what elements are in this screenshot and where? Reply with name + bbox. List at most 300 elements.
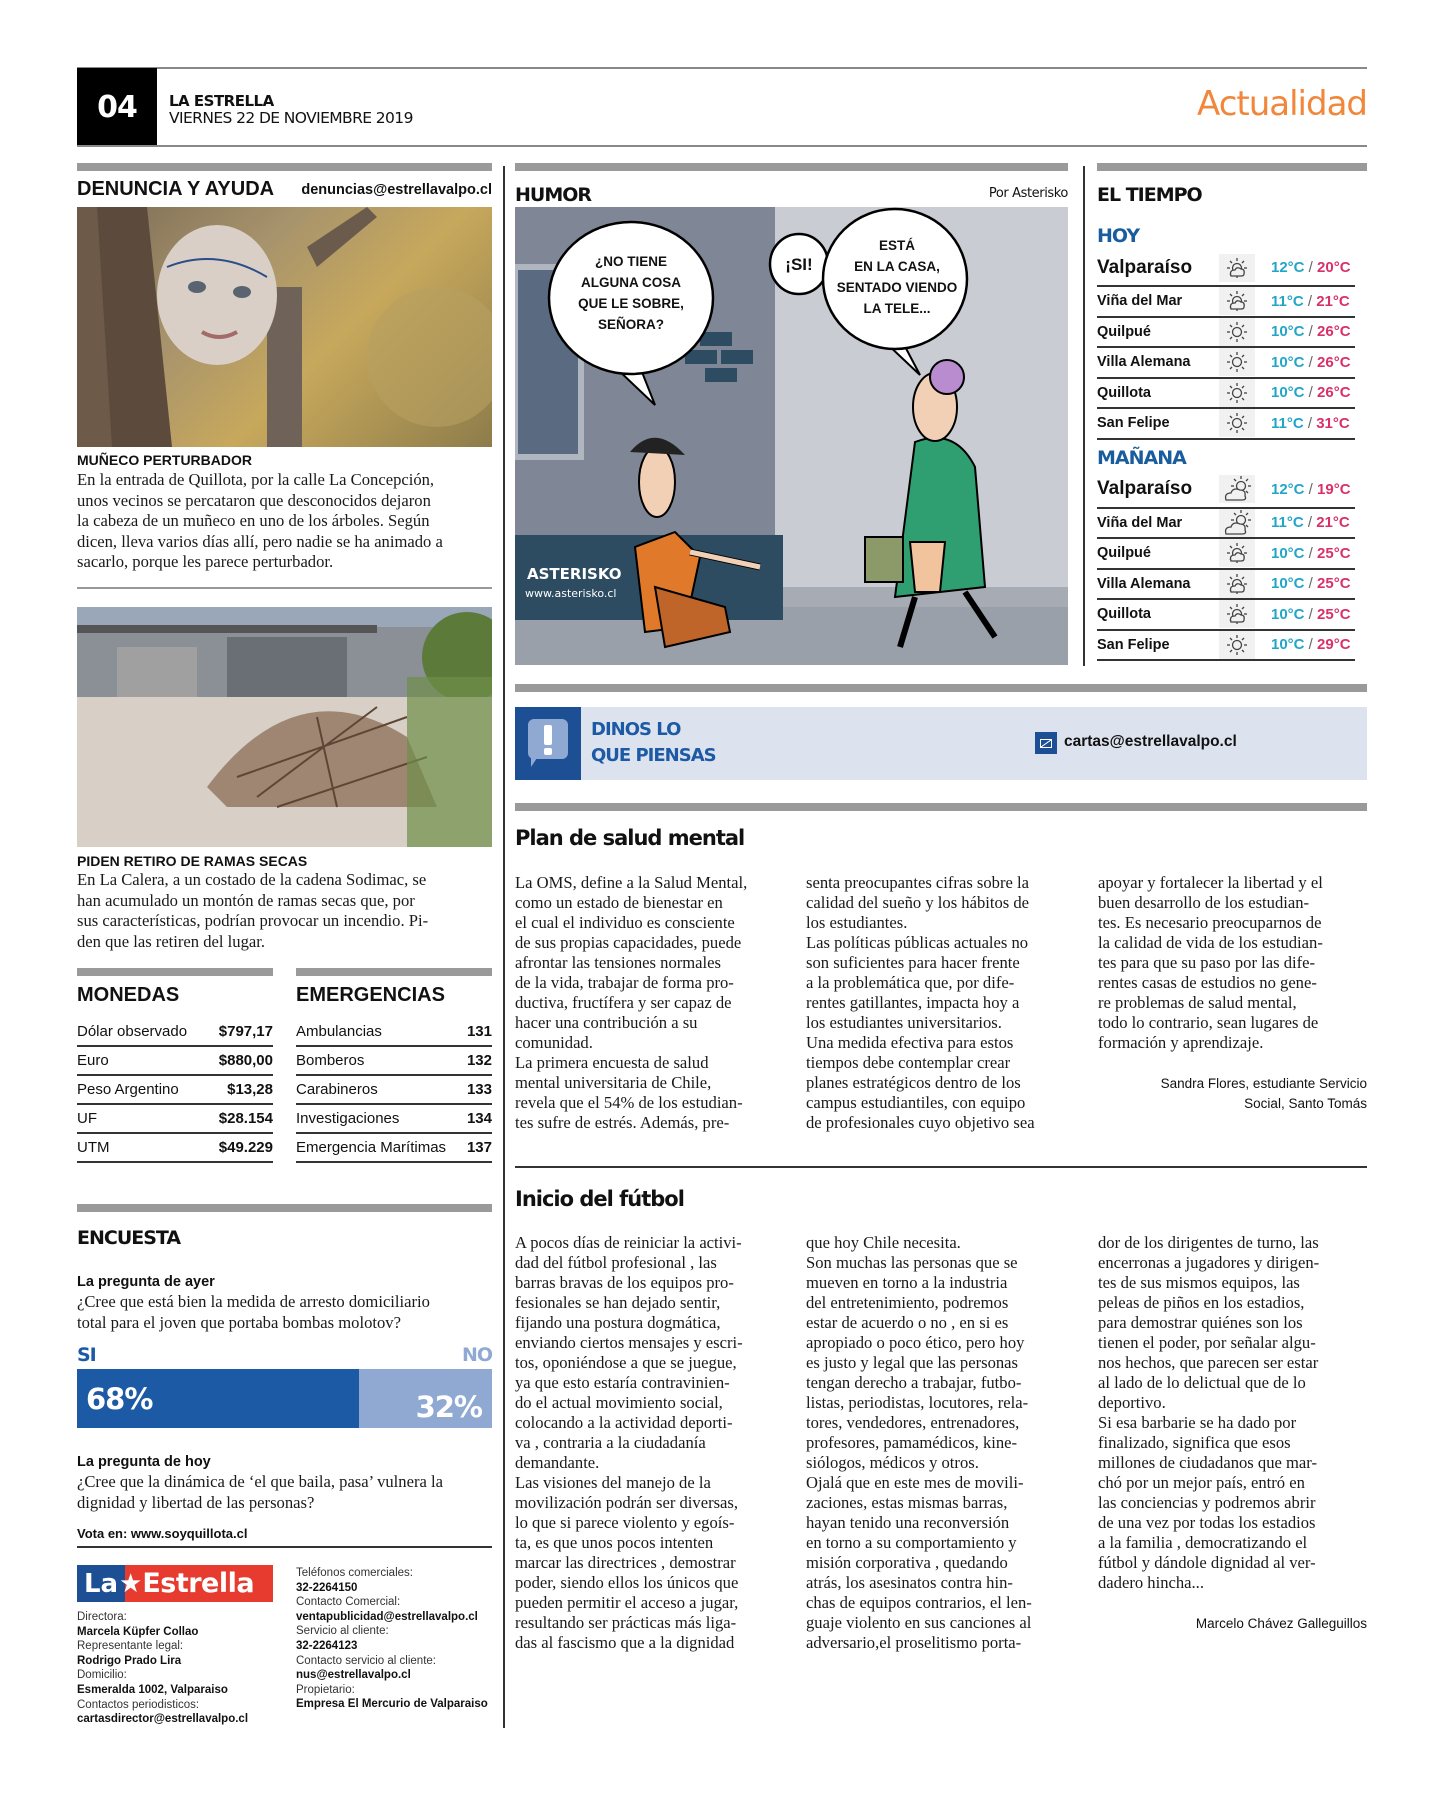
section-bar: [515, 803, 1367, 811]
temp-low: 12°C: [1271, 259, 1305, 276]
text-line: campus estudiantiles, con equipo: [806, 1093, 1026, 1112]
row-value: 133: [466, 1081, 492, 1098]
weather-row: [1097, 631, 1355, 662]
text-line: tores, vendedores, entrenadores,: [806, 1413, 1020, 1432]
city-name: Viña del Mar: [1097, 293, 1183, 310]
poll-yesterday-question: [77, 1292, 430, 1333]
text-line: re problemas de salud mental,: [1098, 993, 1297, 1012]
text-line: tengan derecho a trabajar, futbo-: [806, 1373, 1022, 1392]
temp-separator: /: [1304, 480, 1318, 498]
row-value: $49.229: [218, 1139, 273, 1156]
info-value: Rodrigo Prado Lira: [77, 1654, 182, 1667]
text-line: que hoy Chile necesita.: [806, 1233, 961, 1252]
section-bar: [1097, 163, 1367, 171]
text-line: tes de sus mismos equipos, las: [1098, 1273, 1300, 1292]
row-value: 132: [466, 1052, 492, 1069]
text-line: Una medida efectiva para estos: [806, 1033, 1014, 1052]
bubble-right-line: SENTADO VIENDO: [836, 280, 958, 295]
info-value: ventapublicidad@estrellavalpo.cl: [296, 1610, 478, 1623]
city-name: Quillota: [1097, 606, 1151, 623]
section-title: Actualidad: [1197, 84, 1367, 124]
text-line: En La Calera, a un costado de la cadena Sodimac, se: [77, 870, 427, 889]
row-label: Ambulancias: [296, 1023, 382, 1040]
sun-cloud-icon: [1219, 600, 1255, 628]
text-line: fijando una postura dogmática,: [515, 1313, 721, 1332]
letters-email[interactable]: cartas@estrellavalpo.cl: [1064, 733, 1237, 750]
text-line: profesores, pamamédicos, kine-: [806, 1433, 1018, 1452]
text-line: total para el joven que portaba bombas molotov?: [77, 1312, 401, 1332]
text-line: los estudiantes.: [806, 913, 908, 932]
temp-low: 10°C: [1271, 605, 1305, 623]
section-bar: [515, 163, 1068, 171]
text-line: dor de los dirigentes de turno, las: [1098, 1233, 1319, 1252]
monedas-row: [77, 1105, 273, 1134]
text-line: pueden permitir el acceso a jugar,: [515, 1593, 739, 1612]
comic-illustration: [515, 207, 1068, 665]
monedas-title: MONEDAS: [77, 984, 180, 1006]
info-label: Teléfonos comerciales:: [296, 1567, 413, 1579]
emergencias-row: [296, 1018, 492, 1047]
row-label: Bomberos: [296, 1052, 365, 1069]
temp-low: 10°C: [1271, 323, 1305, 341]
temp-low: 11°C: [1271, 292, 1304, 310]
dinos-banner: [515, 707, 1367, 780]
text-line: sacarlo, porque les parece perturbador.: [77, 552, 334, 571]
row-value: 137: [466, 1139, 492, 1156]
temp-high: 26°C: [1317, 323, 1351, 341]
text-line: enviando ciertos mensajes y escri-: [515, 1333, 743, 1352]
temp-separator: /: [1303, 414, 1317, 432]
city-name: San Felipe: [1097, 636, 1170, 653]
text-line: La OMS, define a la Salud Mental,: [515, 873, 748, 892]
text-line: las conciencias y podremos abrir: [1098, 1493, 1316, 1512]
temp-low: 10°C: [1271, 636, 1305, 654]
dinos-line-2: QUE PIENSAS: [591, 745, 716, 766]
sun-cloud-icon: [1219, 539, 1255, 567]
text-line: marcar las directrices , demostrar: [515, 1553, 736, 1572]
emergencias-row: [296, 1105, 492, 1134]
temp-low: 10°C: [1271, 544, 1305, 562]
text-line: tes. Es necesario preocuparnos de: [1098, 913, 1322, 932]
weather-row: [1097, 472, 1355, 509]
emergencias-row: [296, 1134, 492, 1163]
text-line: del entretenimiento, podremos: [806, 1293, 1009, 1312]
text-line: de profesionales cuyo objetivo sea: [806, 1113, 1035, 1132]
temp-high: 31°C: [1316, 414, 1350, 432]
bubble-left-line: ¿NO TIENE: [594, 254, 668, 269]
page-number: 04: [97, 89, 137, 125]
dinos-title: [591, 717, 716, 769]
text-line: barras bravas de los equipos pro-: [515, 1273, 734, 1292]
temp-high: 26°C: [1317, 384, 1351, 402]
row-label: Investigaciones: [296, 1110, 400, 1127]
text-line: movilización podrán ser diversas,: [515, 1493, 739, 1512]
text-line: han acumulado un montón de ramas secas que, por: [77, 890, 415, 910]
weather-row: [1097, 409, 1355, 440]
temp-separator: /: [1304, 544, 1318, 562]
humor-title: HUMOR: [515, 184, 592, 206]
info-value: Marcela Küpfer Collao: [77, 1625, 199, 1638]
text-line: son suficientes para hacer frente: [806, 953, 1020, 972]
column-divider: [1083, 166, 1085, 666]
text-line: va , contraria a la ciudadanía: [515, 1433, 706, 1452]
text-line: chas de equipos contrarios, el len-: [806, 1593, 1032, 1612]
text-line: apoyar y fortalecer la libertad y el: [1098, 873, 1323, 892]
text-line: formación y aprendizaje.: [1098, 1033, 1264, 1052]
poll-no-label: NO: [461, 1344, 492, 1366]
weather-row: [1097, 379, 1355, 410]
cloud-sun-icon: [1219, 475, 1255, 503]
text-line: dicen, lleva varios días allí, pero nadie se ha animado a: [77, 531, 443, 551]
encuesta-title: ENCUESTA: [77, 1227, 181, 1249]
section-bar: [515, 684, 1367, 692]
text-line: siólogos, médicos y otros.: [806, 1453, 979, 1472]
section-bar: [77, 1204, 492, 1212]
section-bar: [296, 968, 492, 976]
doll-photo-illustration: [77, 207, 492, 447]
text-line: fesionales se han dejado sentir,: [515, 1293, 721, 1312]
poll-no-percent: 32%: [415, 1390, 482, 1424]
text-line: do el actual movimiento social,: [515, 1393, 723, 1412]
dinos-line-1: DINOS LO: [591, 719, 681, 740]
dry-branches-photo: [77, 607, 492, 847]
bubble-right-line: ESTÁ: [878, 238, 916, 253]
comic-strip: [515, 207, 1068, 665]
temp-separator: /: [1304, 605, 1318, 623]
letter-title: Inicio del fútbol: [515, 1187, 684, 1211]
letter-column: [806, 873, 1086, 1133]
text-line: encerronas a jugadores y dirigen-: [1098, 1253, 1320, 1272]
poll-si-fill: [77, 1369, 359, 1428]
text-line: tes sufre de estrés. Además, pre-: [515, 1113, 730, 1132]
logo-la: La: [77, 1565, 125, 1602]
text-line: de sus propias capacidades, puede: [515, 933, 742, 952]
monedas-row: [77, 1018, 273, 1047]
temp-separator: /: [1304, 384, 1318, 402]
city-name: Valparaíso: [1097, 478, 1193, 499]
divider: [77, 1546, 492, 1548]
info-label: Contactos periodisticos:: [77, 1698, 200, 1711]
weather-row: [1097, 287, 1355, 318]
text-line: En la entrada de Quillota, por la calle La Concepción,: [77, 470, 435, 489]
cloud-sun-icon: [1219, 509, 1255, 537]
temp-separator: /: [1304, 636, 1318, 654]
text-line: sus características, podrían provocar un incendio. Pi-: [77, 911, 429, 930]
header-bottom-rule: [77, 145, 1367, 147]
caption-heading: PIDEN RETIRO DE RAMAS SECAS: [77, 853, 308, 869]
row-value: $797,17: [218, 1023, 273, 1040]
letter-title: Plan de salud mental: [515, 826, 745, 850]
caption-text: [77, 470, 443, 573]
poll-vote-link[interactable]: Vota en: www.soyquillota.cl: [77, 1526, 248, 1541]
text-line: lo que si parece violento y egoís-: [515, 1513, 735, 1532]
text-line: mueven en torno a la industria: [806, 1273, 1008, 1292]
temp-low: 10°C: [1271, 384, 1305, 402]
letter-column: [1098, 873, 1378, 1053]
la-estrella-logo: [77, 1565, 273, 1602]
text-line: buen desarrollo de los estudian-: [1098, 893, 1310, 912]
temp-separator: /: [1304, 323, 1318, 341]
info-label: Directora:: [77, 1611, 127, 1623]
text-line: en torno a su comportamiento y: [806, 1533, 1017, 1552]
monedas-row: [77, 1134, 273, 1163]
humor-author: Por Asterisko: [988, 186, 1068, 201]
weather-day-label: MAÑANA: [1097, 446, 1186, 469]
top-rule: [77, 67, 1367, 69]
colophon-left: [77, 1610, 289, 1727]
weather-title: EL TIEMPO: [1097, 184, 1202, 206]
text-line: tos, oponiéndose a que se juegue,: [515, 1353, 737, 1372]
bubble-right-line: LA TELE...: [863, 301, 931, 316]
info-label: Servicio al cliente:: [296, 1625, 389, 1638]
temp-low: 12°C: [1271, 480, 1305, 498]
text-line: das al fascismo que a la dignidad: [515, 1633, 735, 1652]
row-label: Euro: [77, 1052, 109, 1069]
text-line: adversario,el proselitismo porta-: [806, 1633, 1022, 1652]
text-line: apropiado o poco ético, pero hoy: [806, 1333, 1025, 1352]
comic-signature: ASTERISKO: [527, 565, 622, 583]
temp-low: 11°C: [1271, 514, 1304, 532]
bubble-si: ¡SI!: [785, 255, 813, 274]
column-divider: [503, 166, 505, 1728]
temp-low: 10°C: [1271, 575, 1305, 593]
row-label: Peso Argentino: [77, 1081, 179, 1098]
city-name: San Felipe: [1097, 415, 1170, 432]
emergencias-row: [296, 1047, 492, 1076]
text-line: poder, siendo ellos los únicos que: [515, 1573, 739, 1592]
temp-high: 21°C: [1316, 514, 1350, 532]
star-icon: ★: [119, 1568, 143, 1598]
text-line: guaje violento en sus canciones al: [806, 1613, 1032, 1632]
bubble-left-line: QUE LE SOBRE,: [578, 296, 684, 311]
emergencias-row: [296, 1076, 492, 1105]
newspaper-name: LA ESTRELLA: [169, 92, 274, 110]
sun-cloud-icon: [1219, 570, 1255, 598]
comment-icon: [515, 707, 581, 780]
sun-icon: [1219, 318, 1255, 346]
text-line: ta, es que unos pocos intenten: [515, 1533, 714, 1552]
info-label: Contacto Comercial:: [296, 1596, 401, 1609]
letter-column: [515, 1233, 795, 1653]
info-value: 32-2264150: [296, 1581, 358, 1594]
weather-row: [1097, 539, 1355, 570]
bubble-left-line: ALGUNA COSA: [581, 275, 681, 290]
monedas-row: [77, 1076, 273, 1105]
city-name: Villa Alemana: [1097, 354, 1191, 371]
info-value: Empresa El Mercurio de Valparaiso: [296, 1698, 488, 1711]
text-line: peleas de piños en los estadios,: [1098, 1293, 1305, 1312]
text-line: la calidad de vida de los estudian-: [1098, 933, 1323, 952]
text-line: estar de acuerdo o no , en si es: [806, 1313, 1009, 1332]
emergencias-title: EMERGENCIAS: [296, 984, 445, 1006]
text-line: den que las retiren del lugar.: [77, 931, 265, 951]
info-label: Domicilio:: [77, 1669, 127, 1682]
temp-high: 20°C: [1317, 259, 1351, 276]
temp-separator: /: [1304, 353, 1318, 371]
poll-result-bar: [77, 1369, 492, 1428]
text-line: Marcelo Chávez Galleguillos: [1195, 1616, 1367, 1631]
comic-site: www.asterisko.cl: [525, 587, 617, 600]
text-line: nos hechos, que parecen ser estar: [1098, 1353, 1319, 1372]
divider: [77, 587, 492, 589]
text-line: tienen el poder, por señalar algu-: [1098, 1333, 1316, 1352]
text-line: Si esa barbarie se ha dado por: [1098, 1413, 1297, 1432]
text-line: de la vida, trabajar de forma pro-: [515, 973, 734, 992]
row-label: Carabineros: [296, 1081, 378, 1098]
text-line: Son muchas las personas que se: [806, 1253, 1018, 1272]
text-line: afrontar las tensiones normales: [515, 953, 721, 972]
row-value: 131: [466, 1023, 492, 1040]
row-value: $13,28: [227, 1081, 273, 1098]
text-line: todo lo contrario, sean lugares de: [1098, 1013, 1319, 1032]
letter-signature: [1161, 1074, 1367, 1114]
text-line: ¿Cree que la dinámica de ‘el que baila, pasa’ vulnera la: [77, 1472, 443, 1491]
text-line: chó por un mejor país, entró en: [1098, 1473, 1305, 1492]
city-name: Quilpué: [1097, 323, 1151, 340]
text-line: tes para que su paso por las dife-: [1098, 953, 1316, 972]
doll-head-photo: [77, 207, 492, 447]
row-label: UF: [77, 1110, 97, 1127]
issue-date: VIERNES 22 DE NOVIEMBRE 2019: [169, 109, 413, 127]
branches-photo-illustration: [77, 607, 492, 847]
temp-separator: /: [1304, 575, 1318, 593]
caption-text: [77, 870, 428, 952]
text-line: Sandra Flores, estudiante Servicio: [1160, 1076, 1367, 1091]
text-line: resultando ser prácticas más liga-: [515, 1613, 737, 1632]
monedas-table: [77, 1018, 273, 1163]
bubble-left-line: SEÑORA?: [597, 317, 665, 332]
text-line: zaciones, estas mismas barras,: [806, 1493, 1008, 1512]
info-label: Representante legal:: [77, 1640, 184, 1653]
text-line: a la problemática que, por dife-: [806, 973, 1015, 992]
bubble-right-line: EN LA CASA,: [854, 259, 940, 274]
text-line: dadero hincha...: [1098, 1573, 1204, 1592]
text-line: demandante.: [515, 1453, 600, 1472]
text-line: revela que el 54% de los estudian-: [515, 1093, 743, 1112]
text-line: colocando a la actividad deporti-: [515, 1413, 733, 1432]
info-value: Esmeralda 1002, Valparaiso: [77, 1683, 228, 1696]
monedas-row: [77, 1047, 273, 1076]
text-line: los estudiantes universitarios.: [806, 1013, 1002, 1032]
text-line: la cabeza de un muñeco en uno de los árboles. Según: [77, 511, 430, 530]
text-line: planes estratégicos dentro de los: [806, 1073, 1021, 1092]
weather-row: [1097, 250, 1355, 287]
poll-yesterday-label: La pregunta de ayer: [77, 1274, 215, 1290]
sun-icon: [1219, 379, 1255, 407]
text-line: ¿Cree que está bien la medida de arresto domiciliario: [77, 1292, 430, 1311]
weather-row: [1097, 600, 1355, 631]
letter-signature: [1196, 1614, 1367, 1634]
city-name: Quilpué: [1097, 545, 1151, 562]
city-name: Viña del Mar: [1097, 514, 1183, 531]
text-line: rentes gatillantes, impacta hoy a: [806, 993, 1020, 1012]
text-line: finalizado, significa que esos: [1098, 1433, 1291, 1452]
text-line: mental universitaria de Chile,: [515, 1073, 712, 1092]
divider: [515, 1166, 1367, 1168]
text-line: calidad del sueño y los hábitos de: [806, 893, 1030, 912]
text-line: dad del fútbol profesional , las: [515, 1253, 717, 1272]
denuncia-email[interactable]: denuncias@estrellavalpo.cl: [301, 182, 492, 198]
city-name: Valparaíso: [1097, 256, 1193, 278]
info-label: Propietario:: [296, 1683, 355, 1696]
text-line: listas, periodistas, locutores, rela-: [806, 1393, 1029, 1412]
row-label: Emergencia Marítimas: [296, 1139, 447, 1156]
sun-cloud-icon: [1219, 254, 1255, 282]
temp-high: 29°C: [1317, 636, 1351, 654]
text-line: para demostrar quiénes son los: [1098, 1313, 1303, 1332]
temp-separator: /: [1304, 259, 1318, 276]
temp-low: 10°C: [1271, 353, 1305, 371]
text-line: deportivo.: [1098, 1393, 1166, 1412]
city-name: Quillota: [1097, 384, 1151, 401]
sun-cloud-icon: [1219, 287, 1255, 315]
row-value: $880,00: [218, 1052, 273, 1069]
text-line: Las visiones del manejo de la: [515, 1473, 711, 1492]
mail-icon: [1035, 732, 1057, 754]
text-line: A pocos días de reiniciar la activi-: [515, 1233, 742, 1252]
sun-icon: [1219, 409, 1255, 437]
weather-table: [1097, 222, 1355, 661]
text-line: Ojalá que en este mes de movili-: [806, 1473, 1024, 1492]
section-bar: [77, 968, 273, 976]
text-line: fútbol y dándole dignidad al ver-: [1098, 1553, 1316, 1572]
sun-icon: [1219, 631, 1255, 659]
weather-row: [1097, 570, 1355, 601]
poll-today-question: [77, 1472, 443, 1513]
text-line: hayan tenido una reconversión: [806, 1513, 1010, 1532]
weather-row: [1097, 348, 1355, 379]
row-value: $28.154: [218, 1110, 273, 1127]
temp-low: 11°C: [1271, 414, 1304, 432]
city-name: Villa Alemana: [1097, 575, 1191, 592]
text-line: comunidad.: [515, 1033, 593, 1052]
text-line: tiempos debe contemplar crear: [806, 1053, 1011, 1072]
text-line: atrás, los asesinatos contra hin-: [806, 1573, 1013, 1592]
info-label: Contacto servicio al cliente:: [296, 1654, 436, 1667]
temp-high: 25°C: [1317, 605, 1351, 623]
poll-si-percent: 68%: [86, 1381, 153, 1416]
text-line: es justo y legal que las personas: [806, 1353, 1018, 1372]
temp-separator: /: [1303, 292, 1317, 310]
temp-high: 26°C: [1317, 353, 1351, 371]
text-line: rentes casas de estudios no gene-: [1098, 973, 1317, 992]
text-line: Social, Santo Tomás: [1244, 1096, 1367, 1111]
temp-high: 25°C: [1317, 544, 1351, 562]
info-value: 32-2264123: [296, 1639, 358, 1652]
emergencias-table: [296, 1018, 492, 1163]
text-line: como un estado de bienestar en: [515, 893, 723, 912]
temp-high: 25°C: [1317, 575, 1351, 593]
section-bar: [77, 163, 492, 171]
poll-no-fill: [359, 1369, 492, 1428]
text-line: unos vecinos se percataron que desconocidos dejaron: [77, 490, 431, 510]
letter-column: [1098, 1233, 1378, 1593]
letter-column: [806, 1233, 1086, 1653]
temp-high: 19°C: [1317, 480, 1351, 498]
letter-column: [515, 873, 795, 1133]
text-line: ductiva, fructífera y ser capaz de: [515, 993, 732, 1012]
sun-icon: [1219, 348, 1255, 376]
text-line: de una vez por todas los estadios: [1098, 1513, 1316, 1532]
text-line: Las políticas públicas actuales no: [806, 933, 1029, 952]
text-line: millones de ciudadanos que mar-: [1098, 1453, 1318, 1472]
page-number-box: [77, 68, 157, 146]
denuncia-title: DENUNCIA Y AYUDA: [77, 178, 275, 200]
text-line: La primera encuesta de salud: [515, 1053, 709, 1072]
text-line: a la familia , democratizando el: [1098, 1533, 1308, 1552]
info-value: cartasdirector@estrellavalpo.cl: [77, 1713, 249, 1726]
colophon-right: [296, 1566, 496, 1712]
